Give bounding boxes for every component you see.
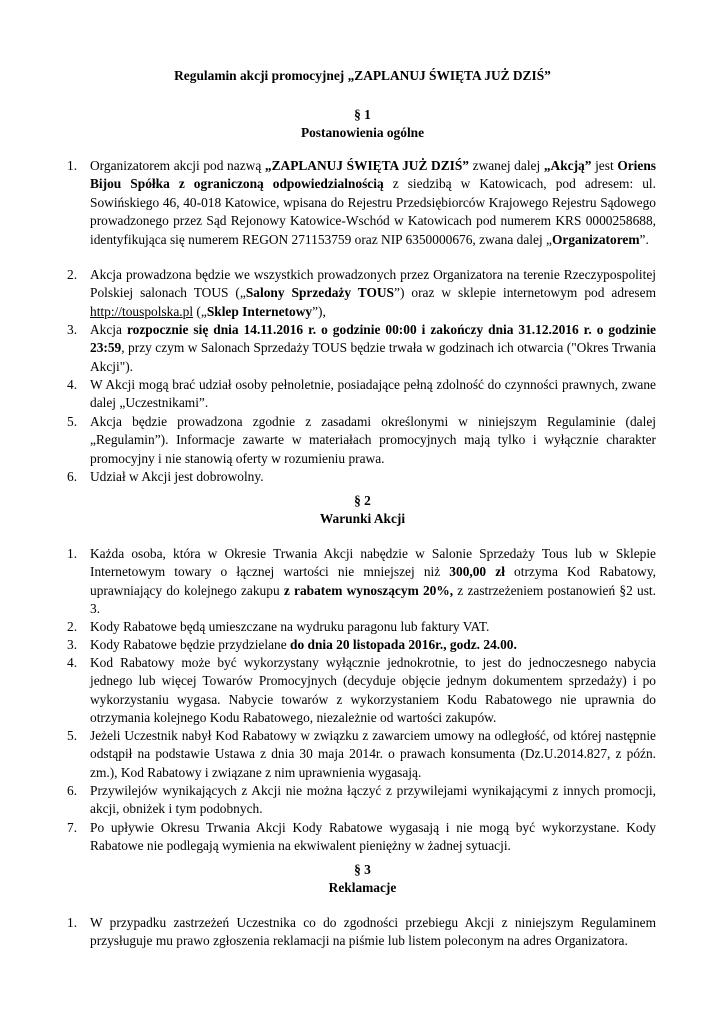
section-number: § 1 — [354, 107, 371, 122]
section-3-header — [0, 861, 725, 897]
document-title: Regulamin akcji promocyjnej „ZAPLANUJ ŚWIĘTA JUŻ DZIŚ” — [174, 68, 551, 83]
list-item: 1. Każda osoba, która w Okresie Trwania Akcji nabędzie w Salonie Sprzedaży Tous lub w Sklepie Internetowym towary o łącznej wartości nie mniejszej niż 300,00 zł otrzyma Kod Rabatowy, uprawniający do kolejnego zakupu z rabatem wynoszącym 20%, z zastrzeżeniem postanowień §2 ust. 3. — [67, 546, 657, 617]
section-1-header — [0, 106, 725, 142]
list-item: 5. Jeżeli Uczestnik nabył Kod Rabatowy w związku z zawarciem umowy na odległość, od której następnie odstąpił na podstawie Ustawa z dnia 30 maja 2014r. o prawach konsumenta (Dz.U.2014.827, z późn. zm.), Kod Rabatowy i związane z nim uprawnienia wygasają. — [67, 728, 656, 780]
tous-website-link[interactable]: http://touspolska.pl — [90, 303, 194, 319]
section-2-list — [67, 545, 657, 856]
list-item: 6. Przywilejów wynikających z Akcji nie można łączyć z przywilejami wynikającymi z innych promocji, akcji, obniżek i tym podobnych. — [67, 783, 656, 817]
list-item: 4. Kod Rabatowy może być wykorzystany wyłącznie jednokrotnie, to jest do jednoczesnego nabycia jednego lub więcej Towarów Promocyjnych (decyduje objęcie jednym dokumentem sprzedaży) i po wykorzystaniu wygasa. Nabycie towarów z wykorzystaniem Kodu Rabatowego nie uprawnia do otrzymania kolejnego Kodu Rabatowego, niezależnie od wartości zakupów. — [67, 655, 656, 726]
list-item: 5. Akcja będzie prowadzona zgodnie z zasadami określonymi w niniejszym Regulaminie (dalej „Regulamin”). Informacje zawarte w materiałach promocyjnych mają tylko i wyłącznie charakter promocyjny i nie stanowią oferty w rozumieniu prawa. — [67, 414, 656, 466]
list-item: 1. W przypadku zastrzeżeń Uczestnika co do zgodności przebiegu Akcji z niniejszym Regulaminem przysługuje mu prawo zgłoszenia reklamacji na piśmie lub listem poleconym na adres Organizatora. — [67, 915, 656, 949]
section-heading: Postanowienia ogólne — [300, 125, 425, 140]
list-item: 1. Organizatorem akcji pod nazwą „ZAPLANUJ ŚWIĘTA JUŻ DZIŚ” zwanej dalej „Akcją” jest Oriens Bijou Spółka z ograniczoną odpowiedzialnością z siedzibą w Katowicach, pod adresem: ul. Sowińskiego 46, 40-018 Katowice, wpisana do Rejestru Przedsiębiorców Krajowego Rejestru Sądowego prowadzonego przez Sąd Rejonowy Katowice-Wschód w Katowicach pod numerem KRS 0000258688, identyfikująca się numerem REGON 271153759 oraz NIP 6350000676, zwana dalej „Organizatorem”. — [67, 158, 656, 247]
list-item: 2. Kody Rabatowe będą umieszczane na wydruku paragonu lub faktury VAT. — [67, 619, 490, 634]
section-1-list — [67, 157, 657, 486]
list-item: 2. Akcja prowadzona będzie we wszystkich prowadzonych przez Organizatora na terenie Rzeczypospolitej Polskiej salonach TOUS („Salony Sprzedaży TOUS”) oraz w sklepie internetowym pod adresem http://touspolska.pl („Sklep Internetowy”), — [67, 267, 657, 319]
list-item: 4. W Akcji mogą brać udział osoby pełnoletnie, posiadające pełną zdolność do czynności prawnych, zwane dalej „Uczestnikami”. — [67, 377, 656, 411]
list-item: 3. Akcja rozpocznie się dnia 14.11.2016 r. o godzinie 00:00 i zakończy dnia 31.12.2016 r. o godzinie 23:59, przy czym w Salonach Sprzedaży TOUS będzie trwała w godzinach ich otwarcia ("Okres Trwania Akcji"). — [67, 322, 656, 374]
section-2-header — [0, 492, 725, 528]
list-item: 7. Po upływie Okresu Trwania Akcji Kody Rabatowe wygasają i nie mogą być wykorzystane. Kody Rabatowe nie podlegają wymienia na ekwiwalent pieniężny w żadnej sytuacji. — [67, 820, 656, 854]
section-heading: Warunki Akcji — [319, 511, 406, 526]
section-number: § 2 — [354, 493, 371, 508]
section-heading: Reklamacje — [328, 880, 397, 895]
section-number: § 3 — [354, 862, 371, 877]
list-item: 6. Udział w Akcji jest dobrowolny. — [67, 469, 264, 484]
list-item: 3. Kody Rabatowe będzie przydzielane do dnia 20 listopada 2016r., godz. 24.00. — [67, 637, 517, 652]
section-3-list — [67, 914, 656, 951]
